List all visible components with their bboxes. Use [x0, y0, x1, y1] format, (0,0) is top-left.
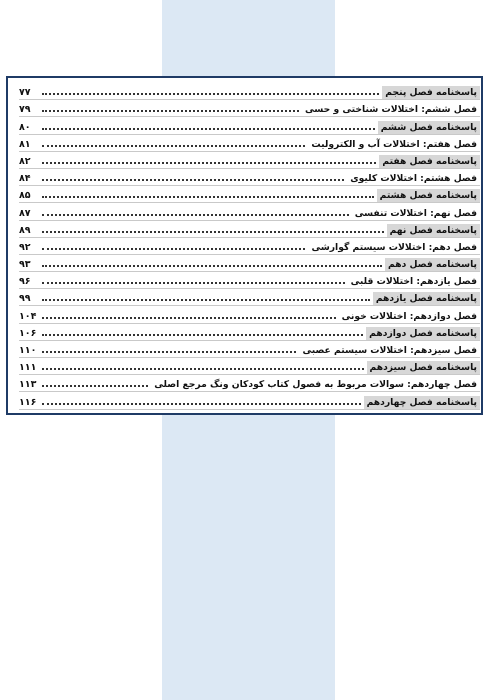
dot-leader [42, 128, 375, 130]
dot-leader [42, 231, 384, 233]
dot-leader [42, 265, 382, 267]
toc-page-number: ۸۴ [19, 173, 31, 185]
toc-page-number: ۹۹ [19, 293, 31, 305]
dot-leader [42, 145, 305, 147]
toc-page-number: ۸۰ [19, 121, 31, 133]
toc-page-number: ۱۰۶ [19, 327, 37, 339]
toc-row-answer-key-14[interactable] [19, 392, 480, 409]
toc-page-number: ۱۱۳ [19, 379, 37, 391]
toc-page-number: ۱۱۶ [19, 396, 37, 408]
toc-entry-title: فصل نهم: اختلالات تنفسی [354, 207, 477, 219]
dot-leader [42, 162, 376, 164]
toc-entry-title: پاسخنامه فصل نهم [387, 224, 480, 237]
toc-row-chapter-7[interactable] [19, 135, 480, 152]
toc-entry-title: فصل هشتم: اختلالات کلیوی [350, 173, 477, 185]
toc-entry-title: پاسخنامه فصل سیزدهم [367, 361, 480, 374]
dot-leader [42, 403, 361, 405]
toc-row-chapter-13[interactable] [19, 341, 480, 358]
toc-page-number: ۹۶ [19, 276, 31, 288]
toc-entry-title: فصل ششم: اختلالات شناختی و حسی [305, 104, 477, 116]
toc-entry-title: فصل سیزدهم: اختلالات سیستم عصبی [302, 345, 477, 356]
toc-row-chapter-8[interactable] [19, 169, 480, 186]
toc-row-chapter-11[interactable] [19, 272, 480, 289]
toc-entry-title: فصل چهاردهم: سوالات مربوط به فصول کتاب کودکان ونگ مرجع اصلی [154, 379, 477, 391]
dot-leader [42, 248, 305, 250]
toc-page-number: ۹۲ [19, 241, 31, 253]
dot-leader [42, 110, 299, 112]
toc-row-answer-key-6[interactable] [19, 117, 480, 134]
toc-page-number: ۷۷ [19, 87, 31, 99]
toc-entry-title: پاسخنامه فصل هفتم [379, 155, 480, 168]
toc-page-number: ۱۰۴ [19, 310, 37, 322]
dot-leader [42, 196, 374, 198]
dot-leader [42, 317, 336, 319]
toc-entry-title: پاسخنامه فصل دهم [385, 258, 480, 271]
dot-leader [42, 179, 344, 181]
toc-row-answer-key-7[interactable] [19, 152, 480, 169]
dot-leader [42, 351, 296, 353]
toc-row-chapter-10[interactable] [19, 238, 480, 255]
toc-page-number: ۹۳ [19, 259, 31, 271]
toc-entry-title: فصل هفتم: اختلالات آب و الکترولیت [311, 138, 477, 150]
toc-page-number: ۸۹ [19, 224, 31, 236]
toc-entry-title: فصل دوازدهم: اختلالات خونی [341, 310, 477, 322]
table-of-contents [6, 76, 483, 415]
toc-page-number: ۷۹ [19, 104, 31, 116]
toc-row-answer-key-9[interactable] [19, 221, 480, 238]
toc-entry-title: فصل یازدهم: اختلالات قلبی [350, 276, 477, 288]
toc-entry-title: پاسخنامه فصل چهاردهم [364, 396, 480, 409]
dot-leader [42, 334, 363, 336]
toc-row-chapter-14[interactable] [19, 375, 480, 392]
toc-entry-title: پاسخنامه فصل ششم [378, 121, 480, 134]
toc-page-number: ۱۱۰ [19, 345, 37, 356]
toc-page-number: ۸۱ [19, 138, 31, 150]
toc-row-answer-key-5[interactable] [19, 83, 480, 100]
toc-list [19, 83, 480, 410]
toc-row-answer-key-10[interactable] [19, 255, 480, 272]
toc-row-answer-key-8[interactable] [19, 186, 480, 203]
dot-leader [42, 368, 364, 370]
toc-row-answer-key-12[interactable] [19, 324, 480, 341]
dot-leader [42, 282, 345, 284]
toc-row-chapter-9[interactable] [19, 203, 480, 220]
toc-entry-title: پاسخنامه فصل دوازدهم [366, 327, 480, 340]
toc-row-chapter-12[interactable] [19, 306, 480, 323]
toc-row-chapter-6[interactable] [19, 100, 480, 117]
toc-entry-title: پاسخنامه فصل پنجم [382, 86, 480, 99]
toc-entry-title: پاسخنامه فصل هشتم [377, 189, 480, 202]
toc-page-number: ۸۲ [19, 155, 31, 167]
dot-leader [42, 385, 148, 387]
toc-entry-title: پاسخنامه فصل یازدهم [373, 292, 480, 305]
dot-leader [42, 93, 379, 95]
dot-leader [42, 214, 349, 216]
toc-row-answer-key-13[interactable] [19, 358, 480, 375]
toc-page-number: ۸۷ [19, 207, 31, 219]
toc-entry-title: فصل دهم: اختلالات سیستم گوارشی [311, 241, 477, 253]
toc-page-number: ۸۵ [19, 190, 31, 202]
dot-leader [42, 299, 370, 301]
toc-page-number: ۱۱۱ [19, 362, 37, 374]
toc-row-answer-key-11[interactable] [19, 289, 480, 306]
